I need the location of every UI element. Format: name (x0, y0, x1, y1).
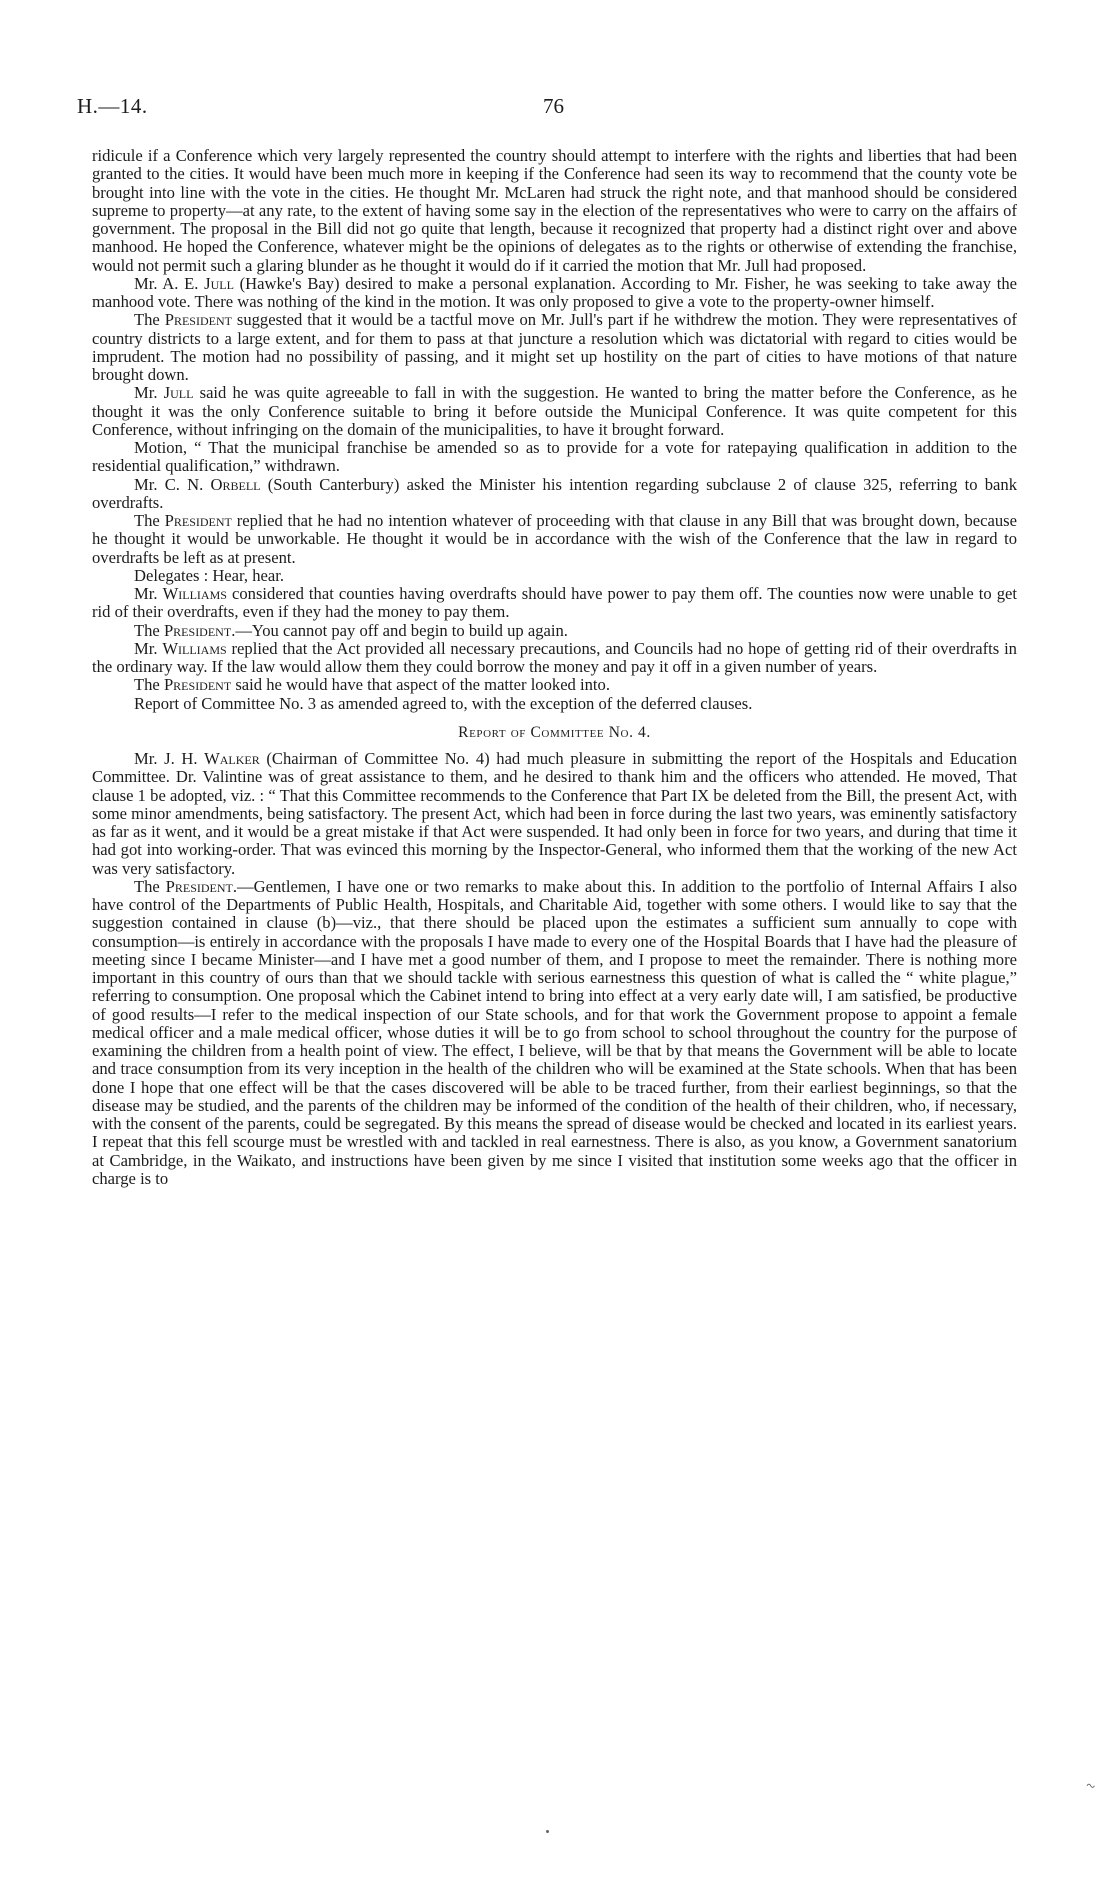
margin-mark-icon: ~ (1083, 1777, 1098, 1796)
speaker-name: Jull (204, 273, 234, 293)
speaker-name: President (163, 675, 232, 695)
section-heading: Report of Committee No. 4. (458, 723, 651, 741)
paragraph: Mr. Williams considered that counties having overdrafts should have power to pay them off. The counties now were unable to get rid of their overdrafts, even if they had the money to pay them. (92, 584, 1018, 622)
page-number: 76 (543, 94, 564, 118)
speaker-name: Jull (163, 383, 194, 403)
paragraph: Report of Committee No. 3 as amended agreed to, with the exception of the deferred clauses. (134, 693, 753, 713)
speaker-name: Williams (162, 638, 227, 658)
paragraph: The President replied that he had no intention whatever of proceeding with that clause in any Bill that was brought down, because he thought it would be unworkable. He thought it would be in accordance with the wish of the Conference that the law in regard to overdrafts be left as at present. (92, 511, 1017, 567)
paragraph: Mr. C. N. Orbell (South Canterbury) asked the Minister his intention regarding subclause 2 of clause 325, referring to bank overdrafts. (92, 474, 1018, 512)
speaker-name: President (164, 310, 232, 330)
speaker-name: Orbell (210, 474, 261, 494)
paragraph: The President said he would have that aspect of the matter looked into. (134, 675, 610, 695)
paragraph: Mr. Williams replied that the Act provided all necessary precautions, and Councils had no hope of getting rid of their overdrafts in the ordinary way. If the law would allow them they could borrow the money and pay it off in a given number of years. (92, 638, 1017, 676)
paragraph: ridicule if a Conference which very largely represented the country should attempt to interfere with the rights and liberties that had been granted to the cities. It would have been much more in keeping if the Conference had seen its way to recommend that the county vote be brought into line with the vote in the cities. He thought Mr. McLaren had struck the right note, and that manhood should be considered supreme to property—at any rate, to the extent of having some say in the election of the representatives who were to carry on the affairs of government. The proposal in the Bill did not go quite that length, because it recognized that property had a distinct right over and above manhood. He hoped the Conference, whatever might be the opinions of delegates as to the rights or otherwise of extending the franchise, would not permit such a glaring blunder as he thought it would do if it carried the motion that Mr. Jull had proposed. (92, 146, 1017, 275)
speaker-name: Walker (204, 749, 260, 768)
paragraph: Mr. A. E. Jull (Hawke's Bay) desired to make a personal explanation. According to Mr. Fisher, he was seeking to take away the manhood vote. There was nothing of the kind in the motion. It was only proposed to give a vote to the property-owner himself. (92, 273, 1017, 311)
speaker-name: President (163, 620, 232, 640)
speaker-name: President (165, 876, 233, 896)
document-reference: H.—14. (77, 94, 148, 118)
speaker-name: Williams (162, 584, 227, 603)
speaker-name: President (164, 511, 232, 530)
paragraph: Delegates : Hear, hear. (134, 565, 284, 585)
paragraph: The President.—You cannot pay off and begin to build up again. (134, 620, 568, 640)
paragraph: The President.—Gentlemen, I have one or two remarks to make about this. In addition to the portfolio of Internal Affairs I also have control of the Departments of Public Health, Hospitals, and Charitable Aid, together with some others. I would like to say that the suggestion contained in clause (b)—viz., that there should be placed upon the estimates a sufficient sum annually to cope with consumption—is entirely in accordance with the proposals I have made to every one of the Hospital Boards that I have had the pleasure of meeting since I became Minister—and I have met a good number of them, and I propose to meet the remainder. There is nothing more important in this country of ours than that we should tackle with serious earnestness this question of what is called the “ white plague,” referring to consumption. One proposal which the Cabinet intend to bring into effect at a very early date will, I am satisfied, be productive of good results—I refer to the medical inspection of our State schools, and for that work the Government propose to appoint a female medical officer and a male medical officer, whose duties it will be to go from school to school throughout the country for the purpose of examining the children from a health point of view. The effect, I believe, will be that by that means the Government will be able to locate and trace consumption from its very inception in the health of the children who will be examined at the State schools. When that has been done I hope that one effect will be that the cases discovered will be able to be traced further, from their earliest beginnings, so that the disease may be studied, and the parents of the children may be informed of the condition of the health of their children, who, if necessary, with the consent of the parents, could be segregated. By this means the spread of disease would be checked and located in its earliest years. I repeat that this fell scourge must be wrestled with and tackled in real earnestness. There is also, as you know, a Government sanatorium at Cambridge, in the Waikato, and instructions have been given by me since I visited that institution some weeks ago that the officer in charge is to (92, 876, 1017, 1188)
paragraph: The President suggested that it would be a tactful move on Mr. Jull's part if he withdrew the motion. They were representatives of country districts to a large extent, and for them to pass at that juncture a resolution which was dictatorial with regard to cities would be imprudent. The motion had no possibility of passing, and it might set up hostility on the part of cities to have motions of that nature brought down. (92, 310, 1017, 384)
paragraph: Mr. Jull said he was quite agreeable to fall in with the suggestion. He wanted to bring the matter before the Conference, as he thought it was the only Conference suitable to bring it before outside the Municipal Conference. It was quite competent for this Conference, without infringing on the domain of the municipalities, to have it brought forward. (92, 383, 1018, 439)
paragraph: Motion, “ That the municipal franchise be amended so as to provide for a vote for ratepaying qualification in addition to the residential qualification,” withdrawn. (92, 438, 1017, 476)
stray-dot-mark (546, 1830, 549, 1833)
document-body (92, 147, 1017, 1188)
paragraph: Mr. J. H. Walker (Chairman of Committee No. 4) had much pleasure in submitting the report of the Hospitals and Education Committee. Dr. Valintine was of great assistance to them, and he desired to thank him and the officers who attended. He moved, That clause 1 be adopted, viz. : “ That this Committee recommends to the Conference that Part IX be deleted from the Bill, the present Act, with some minor amendments, being satisfactory. The present Act, which had been in force during the last two years, was eminently satisfactory as far as it went, and it would be a great mistake if that Act were suspended. It had only been in force for two years, and during that time it had got into working-order. That was evinced this morning by the Inspector-General, who informed them that the working of the new Act was very satisfactory. (92, 749, 1017, 878)
